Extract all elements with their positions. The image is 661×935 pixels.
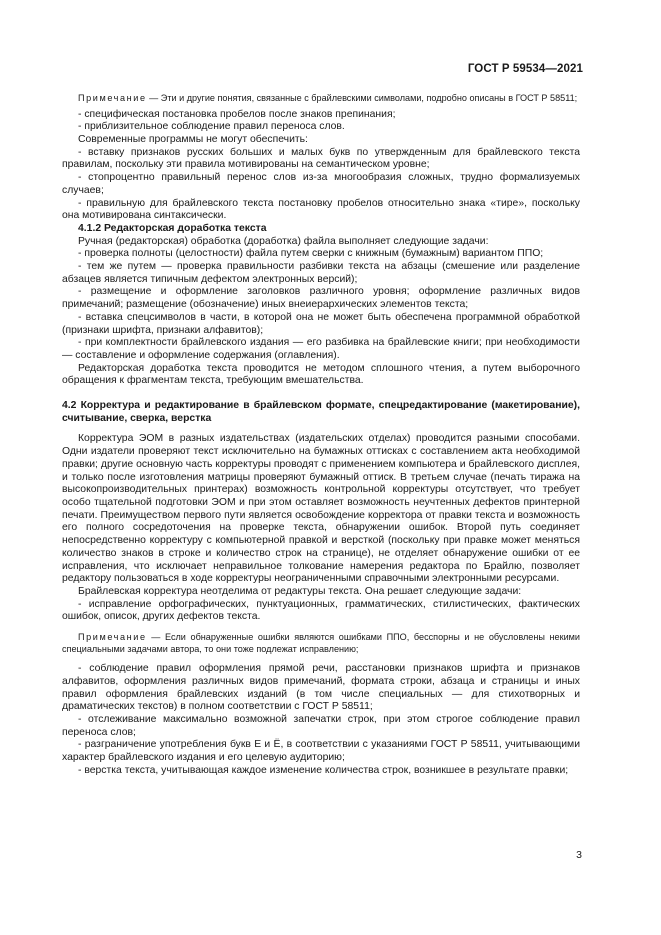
note-text: — Эти и другие понятия, связанные с брайлевскими символами, подробно описаны в ГОСТ Р 58511; (146, 93, 578, 103)
note-text: — Если обнаруженные ошибки являются ошибками ППО, бесспорны и не обусловлены некими специальными задачами автора, то они тоже подлежат исправлению; (62, 632, 580, 654)
paragraph: - отслеживание максимально возможной запечатки строк, при этом строгое соблюдение правил переноса слов; (62, 714, 580, 738)
section-heading-4-1-2: 4.1.2 Редакторская доработка текста (78, 222, 267, 234)
paragraph: - вставка спецсимволов в части, в которой она не может быть обеспечена программной обработкой (признаки шрифта, признаки алфавитов); (62, 311, 580, 336)
paragraph: - соблюдение правил оформления прямой речи, расстановки признаков шрифта и признаков алфавитов, оформления различных видов примечаний, формата строки, абзаца и страницы и иных правил оформления брайлевских изданий (в том числе специальных — для стихотворных и драматических текстов) в полном соответствии с ГОСТ Р 58511; (62, 663, 580, 713)
page-number: 3 (576, 849, 582, 861)
paragraph: - специфическая постановка пробелов после знаков препинания; (78, 108, 396, 120)
paragraph: Современные программы не могут обеспечить: (78, 134, 308, 145)
note-label: Примечание (78, 93, 147, 103)
paragraph: Брайлевская корректура неотделима от редактуры текста. Она решает следующие задачи: (78, 585, 522, 597)
paragraph: Корректура ЭОМ в разных издательствах (издательских отделах) проводится разными способами. Одни издатели проверяют текст исключительно на бумажных оттисках с составлением акта необходимой правки; другие основную часть корректуры проводят с применением компьютера и брайлевского дисплея, и только после изготовления матрицы проверяют бумажный оттиск. В третьем случае (печать тиража на высокопроизводительных принтерах) возможность контрольной корректуры отсутствует, что требует особо тщательной подготовки ЭОМ и при этом оставляет возможность неучтенных дефектов принтерной печати. Преимуществом первого пути является освобождение корректора от правки текста и возможность его полного сосредоточения на проверке текста, обнаружении ошибок. Второй путь соединяет непосредственно корректуру с компьютерной правкой и версткой (поскольку при правке может меняться количество знаков в строке и количество строк на странице), не отделяет обнаружение ошибки от ее исправления, что исключает неправильное толкование намерения редактора по Брайлю, позволяет редактору пользоваться в ходе корректуры неограниченными справочными электронными ресурсами. (62, 433, 580, 585)
paragraph: - вставку признаков русских больших и малых букв по утвержденным для брайлевского текста правилам, поскольку эти правила мотивированы на семантическом уровне; (62, 146, 580, 171)
note-2 (62, 632, 580, 655)
paragraph: Редакторская доработка текста проводится не методом сплошного чтения, а путем выборочного обращения к фрагментам текста, требующим вмешательства. (62, 362, 580, 387)
page-body (62, 93, 580, 778)
paragraph: - при комплектности брайлевского издания — его разбивка на брайлевские книги; при необходимости — составление и оформление содержания (оглавления). (62, 337, 580, 361)
paragraph: Ручная (редакторская) обработка (доработка) файла выполняет следующие задачи: (78, 235, 489, 247)
paragraph: - исправление орфографических, пунктуационных, грамматических, стилистических, фактических ошибок, описок, других дефектов текста. (62, 598, 580, 623)
paragraph: - правильную для брайлевского текста постановку пробелов относительно знака «тире», поскольку она мотивирована синтаксически. (62, 197, 580, 222)
document-standard-number: ГОСТ Р 59534—2021 (467, 63, 583, 75)
paragraph: - приблизительное соблюдение правил переноса слов. (78, 121, 345, 133)
note-1 (62, 93, 580, 105)
paragraph: - проверка полноты (целостности) файла путем сверки с книжным (бумажным) вариантом ППО; (78, 248, 544, 260)
paragraph: - разграничение употребления букв Е и Ё, в соответствии с указаниями ГОСТ Р 58511, учитывающими характер брайлевского издания и его целевую аудиторию; (62, 739, 580, 764)
section-heading-4-2: 4.2 Корректура и редактирование в брайлевском формате, спецредактирование (макетирование), считывание, сверка, верстка (62, 400, 580, 424)
paragraph: - тем же путем — проверка правильности разбивки текста на абзацы (смешение или разделение абзацев является типичным дефектом электронных версий); (62, 261, 580, 285)
note-label: Примечание (78, 632, 147, 643)
paragraph: - верстка текста, учитывающая каждое изменение количества строк, возникшее в результате правки; (78, 764, 569, 776)
paragraph: - размещение и оформление заголовков различного уровня; оформление различных видов примечаний; размещение (обозначение) иных внеиерархических элементов текста; (62, 286, 580, 311)
paragraph: - стопроцентно правильный перенос слов из-за многообразия сложных, трудно формализуемых случаев; (62, 172, 580, 196)
